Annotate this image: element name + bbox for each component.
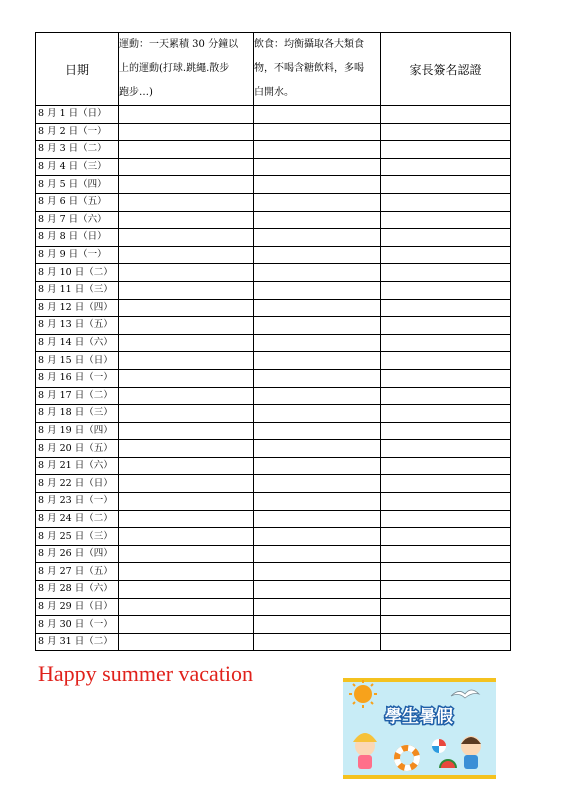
- row-date: 8 月 1 日（日）: [36, 106, 119, 124]
- log-row: [36, 246, 511, 264]
- exercise-cell[interactable]: [119, 211, 254, 229]
- log-row: [36, 405, 511, 423]
- signature-cell[interactable]: [381, 193, 511, 211]
- diet-cell[interactable]: [254, 246, 381, 264]
- log-row: [36, 317, 511, 335]
- log-row: [36, 158, 511, 176]
- signature-cell[interactable]: [381, 176, 511, 194]
- exercise-cell[interactable]: [119, 229, 254, 247]
- row-date: 8 月 22 日（日）: [36, 475, 119, 493]
- diet-cell[interactable]: [254, 106, 381, 124]
- exercise-cell[interactable]: [119, 193, 254, 211]
- log-row: [36, 211, 511, 229]
- diet-cell[interactable]: [254, 352, 381, 370]
- exercise-cell[interactable]: [119, 422, 254, 440]
- row-date: 8 月 11 日（三）: [36, 281, 119, 299]
- log-row: [36, 633, 511, 651]
- exercise-cell[interactable]: [119, 176, 254, 194]
- signature-cell[interactable]: [381, 440, 511, 458]
- exercise-cell[interactable]: [119, 457, 254, 475]
- exercise-cell[interactable]: [119, 598, 254, 616]
- exercise-cell[interactable]: [119, 123, 254, 141]
- diet-cell[interactable]: [254, 563, 381, 581]
- row-date: 8 月 14 日（六）: [36, 334, 119, 352]
- signature-cell[interactable]: [381, 158, 511, 176]
- log-row: [36, 545, 511, 563]
- log-row: [36, 299, 511, 317]
- diet-cell[interactable]: [254, 633, 381, 651]
- row-date: 8 月 18 日（三）: [36, 405, 119, 423]
- exercise-cell[interactable]: [119, 352, 254, 370]
- row-date: 8 月 10 日（二）: [36, 264, 119, 282]
- diet-cell[interactable]: [254, 387, 381, 405]
- exercise-cell[interactable]: [119, 545, 254, 563]
- row-date: 8 月 26 日（四）: [36, 545, 119, 563]
- diet-cell[interactable]: [254, 457, 381, 475]
- log-row: [36, 264, 511, 282]
- signature-cell[interactable]: [381, 405, 511, 423]
- row-date: 8 月 7 日（六）: [36, 211, 119, 229]
- log-row: [36, 176, 511, 194]
- exercise-cell[interactable]: [119, 141, 254, 159]
- signature-cell[interactable]: [381, 528, 511, 546]
- header-diet: [254, 33, 381, 106]
- signature-cell[interactable]: [381, 352, 511, 370]
- diet-cell[interactable]: [254, 281, 381, 299]
- diet-cell[interactable]: [254, 211, 381, 229]
- boy-icon: [461, 736, 481, 769]
- signature-cell[interactable]: [381, 369, 511, 387]
- row-date: 8 月 2 日（一）: [36, 123, 119, 141]
- header-signature: 家長簽名認證: [381, 33, 511, 106]
- diet-cell[interactable]: [254, 475, 381, 493]
- exercise-cell[interactable]: [119, 106, 254, 124]
- log-row: [36, 510, 511, 528]
- row-date: 8 月 24 日（二）: [36, 510, 119, 528]
- header-exercise-line: 跑步…): [119, 87, 153, 98]
- row-date: 8 月 16 日（一）: [36, 369, 119, 387]
- diet-cell[interactable]: [254, 598, 381, 616]
- row-date: 8 月 23 日（一）: [36, 493, 119, 511]
- signature-cell[interactable]: [381, 581, 511, 599]
- header-diet-line: 白開水。: [254, 87, 294, 98]
- signature-cell[interactable]: [381, 123, 511, 141]
- signature-cell[interactable]: [381, 475, 511, 493]
- exercise-cell[interactable]: [119, 563, 254, 581]
- diet-cell[interactable]: [254, 422, 381, 440]
- row-date: 8 月 12 日（四）: [36, 299, 119, 317]
- row-date: 8 月 21 日（六）: [36, 457, 119, 475]
- header-diet-line: 飲食：均衡攝取各大類食: [254, 39, 364, 50]
- row-date: 8 月 17 日（二）: [36, 387, 119, 405]
- exercise-cell[interactable]: [119, 369, 254, 387]
- exercise-cell[interactable]: [119, 440, 254, 458]
- diet-cell[interactable]: [254, 317, 381, 335]
- signature-cell[interactable]: [381, 633, 511, 651]
- log-row: [36, 281, 511, 299]
- exercise-cell[interactable]: [119, 246, 254, 264]
- row-date: 8 月 6 日（五）: [36, 193, 119, 211]
- row-date: 8 月 25 日（三）: [36, 528, 119, 546]
- signature-cell[interactable]: [381, 545, 511, 563]
- diet-cell[interactable]: [254, 545, 381, 563]
- signature-cell[interactable]: [381, 598, 511, 616]
- row-date: 8 月 20 日（五）: [36, 440, 119, 458]
- diet-cell[interactable]: [254, 193, 381, 211]
- log-row: [36, 475, 511, 493]
- log-row: [36, 422, 511, 440]
- diet-cell[interactable]: [254, 334, 381, 352]
- diet-cell[interactable]: [254, 141, 381, 159]
- header-exercise-line: 運動：一天累積 30 分鐘以: [119, 39, 239, 50]
- log-row: [36, 563, 511, 581]
- log-row: [36, 387, 511, 405]
- signature-cell[interactable]: [381, 281, 511, 299]
- signature-cell[interactable]: [381, 141, 511, 159]
- header-exercise: [119, 33, 254, 106]
- row-date: 8 月 15 日（日）: [36, 352, 119, 370]
- log-row: [36, 440, 511, 458]
- diet-cell[interactable]: [254, 176, 381, 194]
- row-date: 8 月 19 日（四）: [36, 422, 119, 440]
- log-row: [36, 123, 511, 141]
- signature-cell[interactable]: [381, 510, 511, 528]
- signature-cell[interactable]: [381, 422, 511, 440]
- exercise-cell[interactable]: [119, 493, 254, 511]
- signature-cell[interactable]: [381, 264, 511, 282]
- exercise-cell[interactable]: [119, 633, 254, 651]
- log-row: [36, 352, 511, 370]
- diet-cell[interactable]: [254, 229, 381, 247]
- diet-cell[interactable]: [254, 264, 381, 282]
- signature-cell[interactable]: [381, 211, 511, 229]
- log-row: [36, 369, 511, 387]
- row-date: 8 月 4 日（三）: [36, 158, 119, 176]
- log-body: [36, 106, 511, 651]
- signature-cell[interactable]: [381, 563, 511, 581]
- log-row: [36, 616, 511, 634]
- exercise-cell[interactable]: [119, 510, 254, 528]
- diet-cell[interactable]: [254, 158, 381, 176]
- beach-ball-icon: [432, 739, 446, 753]
- log-row: [36, 141, 511, 159]
- signature-cell[interactable]: [381, 616, 511, 634]
- header-diet-line: 物，不喝含糖飲料，多喝: [254, 63, 364, 74]
- exercise-cell[interactable]: [119, 387, 254, 405]
- row-date: 8 月 27 日（五）: [36, 563, 119, 581]
- signature-cell[interactable]: [381, 317, 511, 335]
- exercise-cell[interactable]: [119, 158, 254, 176]
- diet-cell[interactable]: [254, 510, 381, 528]
- diet-cell[interactable]: [254, 440, 381, 458]
- log-row: [36, 493, 511, 511]
- diet-cell[interactable]: [254, 405, 381, 423]
- signature-cell[interactable]: [381, 246, 511, 264]
- diet-cell[interactable]: [254, 528, 381, 546]
- diet-cell[interactable]: [254, 493, 381, 511]
- exercise-cell[interactable]: [119, 405, 254, 423]
- signature-cell[interactable]: [381, 493, 511, 511]
- row-date: 8 月 8 日（日）: [36, 229, 119, 247]
- diet-cell[interactable]: [254, 616, 381, 634]
- exercise-cell[interactable]: [119, 281, 254, 299]
- exercise-cell[interactable]: [119, 616, 254, 634]
- log-row: [36, 598, 511, 616]
- diet-cell[interactable]: [254, 581, 381, 599]
- row-date: 8 月 3 日（二）: [36, 141, 119, 159]
- log-row: [36, 193, 511, 211]
- signature-cell[interactable]: [381, 334, 511, 352]
- header-exercise-line: 上的運動(打球.跳繩.散步: [119, 63, 230, 74]
- diet-cell[interactable]: [254, 369, 381, 387]
- exercise-cell[interactable]: [119, 475, 254, 493]
- log-row: [36, 457, 511, 475]
- summer-vacation-sticker: [343, 678, 496, 779]
- signature-cell[interactable]: [381, 387, 511, 405]
- log-row: [36, 106, 511, 124]
- summer-log-table: [35, 32, 511, 651]
- greeting-text: Happy summer vacation: [38, 661, 254, 686]
- log-row: [36, 229, 511, 247]
- row-date: 8 月 13 日（五）: [36, 317, 119, 335]
- signature-cell[interactable]: [381, 106, 511, 124]
- row-date: 8 月 30 日（一）: [36, 616, 119, 634]
- exercise-cell[interactable]: [119, 528, 254, 546]
- row-date: 8 月 5 日（四）: [36, 176, 119, 194]
- exercise-cell[interactable]: [119, 317, 254, 335]
- signature-cell[interactable]: [381, 457, 511, 475]
- header-row: [36, 33, 511, 106]
- signature-cell[interactable]: [381, 299, 511, 317]
- signature-cell[interactable]: [381, 229, 511, 247]
- exercise-cell[interactable]: [119, 264, 254, 282]
- log-row: [36, 528, 511, 546]
- row-date: 8 月 28 日（六）: [36, 581, 119, 599]
- header-date: 日期: [36, 33, 119, 106]
- row-date: 8 月 31 日（二）: [36, 633, 119, 651]
- log-row: [36, 334, 511, 352]
- diet-cell[interactable]: [254, 299, 381, 317]
- exercise-cell[interactable]: [119, 581, 254, 599]
- row-date: 8 月 29 日（日）: [36, 598, 119, 616]
- exercise-cell[interactable]: [119, 299, 254, 317]
- row-date: 8 月 9 日（一）: [36, 246, 119, 264]
- log-row: [36, 581, 511, 599]
- exercise-cell[interactable]: [119, 334, 254, 352]
- diet-cell[interactable]: [254, 123, 381, 141]
- sticker-title: 學生暑假: [385, 707, 453, 727]
